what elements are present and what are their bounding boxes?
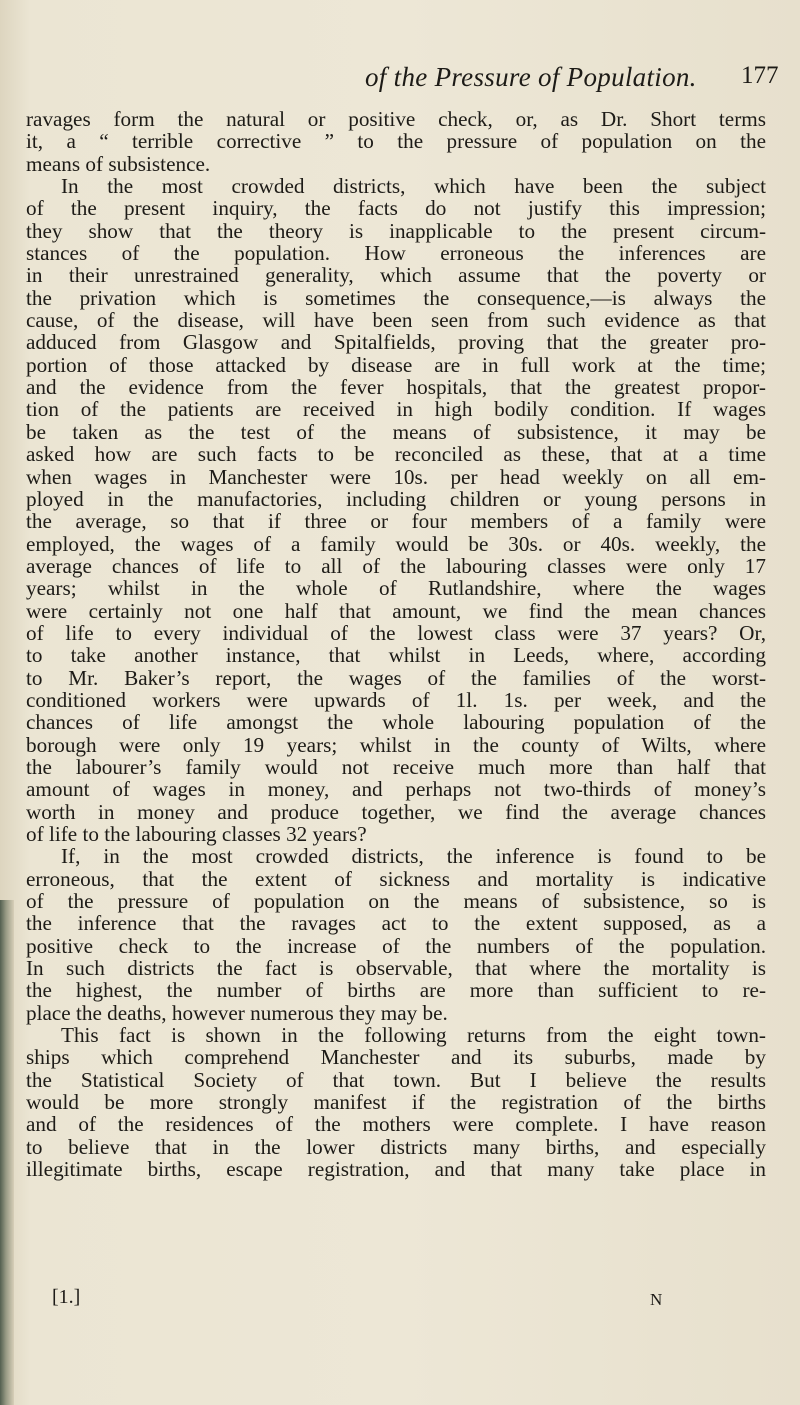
- text-line: would be more strongly manifest if the registration of the births: [26, 1090, 766, 1115]
- text-line: be taken as the test of the means of subsistence, it may be: [26, 419, 766, 444]
- text-line: of life to every individual of the lowest class were 37 years? Or,: [26, 620, 766, 645]
- text-line: and of the residences of the mothers were complete. I have reason: [26, 1112, 766, 1137]
- text-line: they show that the theory is inapplicable to the present circum-: [26, 218, 766, 243]
- body-text: [26, 108, 766, 1181]
- text-line: tion of the patients are received in high bodily condition. If wages: [26, 397, 766, 422]
- text-line: were certainly not one half that amount, we find the mean chances: [26, 598, 766, 623]
- text-line: to take another instance, that whilst in Leeds, where, according: [26, 643, 766, 668]
- signature-mark: [1.]: [52, 1286, 81, 1308]
- running-header: [0, 62, 800, 102]
- text-line: amount of wages in money, and perhaps not two-thirds of money’s: [26, 777, 766, 802]
- text-line: and the evidence from the fever hospitals, that the greatest propor-: [26, 375, 766, 400]
- text-line: positive check to the increase of the numbers of the population.: [26, 933, 766, 958]
- text-line: to Mr. Baker’s report, the wages of the families of the worst-: [26, 665, 766, 690]
- page-number: 177: [741, 62, 779, 89]
- text-line: the labourer’s family would not receive much more than half that: [26, 754, 766, 779]
- text-line: average chances of life to all of the labouring classes were only 17: [26, 553, 766, 578]
- text-line: cause, of the disease, will have been seen from such evidence as that: [26, 308, 766, 333]
- text-line: the inference that the ravages act to the extent supposed, as a: [26, 911, 766, 936]
- text-line: borough were only 19 years; whilst in the county of Wilts, where: [26, 732, 766, 757]
- text-line: ships which comprehend Manchester and its suburbs, made by: [26, 1045, 766, 1070]
- running-title: of the Pressure of Population.: [365, 62, 697, 92]
- text-line: employed, the wages of a family would be 30s. or 40s. weekly, the: [26, 531, 766, 556]
- text-line: means of subsistence.: [26, 151, 211, 176]
- text-line: of the present inquiry, the facts do not justify this impression;: [26, 196, 766, 221]
- text-line: when wages in Manchester were 10s. per head weekly on all em-: [26, 464, 766, 489]
- page-gutter-shadow: [0, 900, 14, 1405]
- text-line: in their unrestrained generality, which assume that the poverty or: [26, 263, 766, 288]
- text-line: In such districts the fact is observable, that where the mortality is: [26, 956, 766, 981]
- text-line: of the pressure of population on the means of subsistence, so is: [26, 889, 766, 914]
- text-line: the Statistical Society of that town. But I believe the results: [26, 1067, 766, 1092]
- text-line: erroneous, that the extent of sickness and mortality is indicative: [26, 866, 766, 891]
- text-line: of life to the labouring classes 32 years?: [26, 822, 367, 846]
- text-line: place the deaths, however numerous they may be.: [26, 1000, 448, 1025]
- text-line: asked how are such facts to be reconciled as these, that at a time: [26, 442, 766, 467]
- text-line: it, a “ terrible corrective ” to the pressure of population on the: [26, 129, 766, 154]
- text-line: portion of those attacked by disease are in full work at the time;: [26, 352, 766, 377]
- page-footer: [0, 1286, 800, 1312]
- text-line: worth in money and produce together, we find the average chances: [26, 799, 766, 824]
- text-line: the average, so that if three or four members of a family were: [26, 509, 766, 534]
- text-line: stances of the population. How erroneous the inferences are: [26, 241, 766, 266]
- text-line: the highest, the number of births are more than sufficient to re-: [26, 978, 766, 1003]
- text-line: the privation which is sometimes the consequence,—is always the: [26, 285, 766, 310]
- text-line: to believe that in the lower districts many births, and especially: [26, 1134, 766, 1159]
- text-line: This fact is shown in the following returns from the eight town-: [61, 1023, 766, 1048]
- text-line: In the most crowded districts, which have been the subject: [61, 174, 766, 199]
- text-line: years; whilst in the whole of Rutlandshire, where the wages: [26, 576, 766, 601]
- text-line: ployed in the manufactories, including children or young persons in: [26, 486, 766, 511]
- text-line: adduced from Glasgow and Spitalfields, proving that the greater pro-: [26, 330, 766, 355]
- text-line: conditioned workers were upwards of 1l. 1s. per week, and the: [26, 687, 766, 712]
- text-line: chances of life amongst the whole labouring population of the: [26, 710, 766, 735]
- text-line: illegitimate births, escape registration, and that many take place in: [26, 1157, 766, 1182]
- signature-letter: N: [650, 1290, 663, 1309]
- text-line: ravages form the natural or positive check, or, as Dr. Short terms: [26, 107, 766, 131]
- text-line: If, in the most crowded districts, the inference is found to be: [61, 844, 766, 869]
